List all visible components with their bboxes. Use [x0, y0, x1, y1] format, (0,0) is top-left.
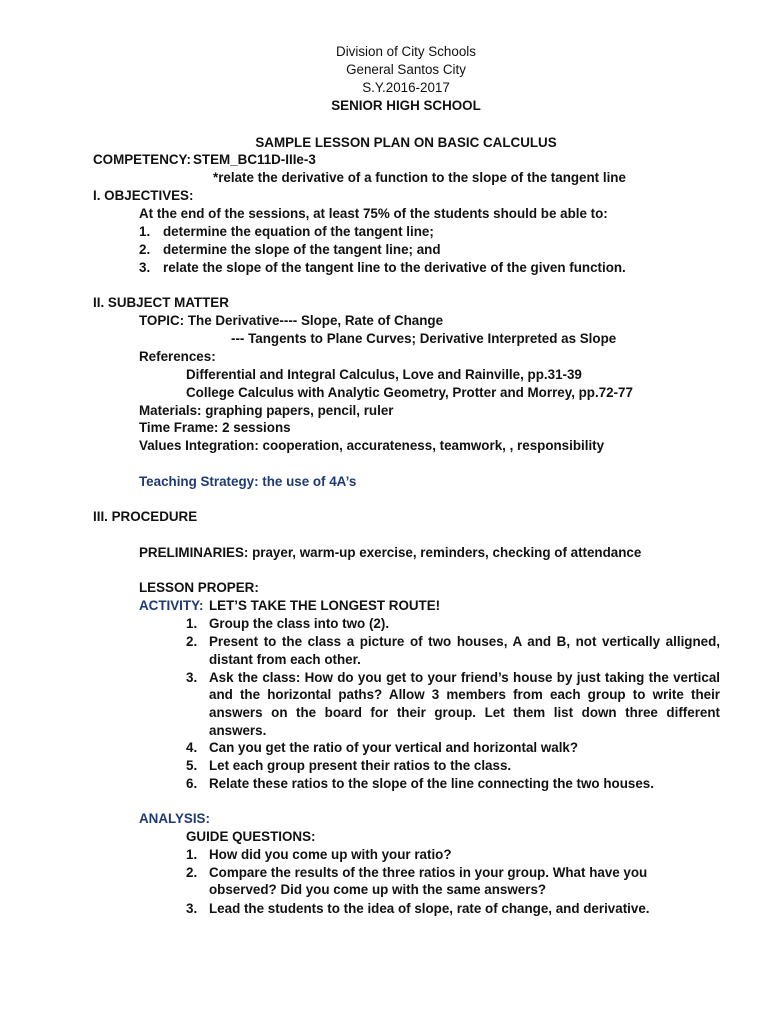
analysis-label: ANALYSIS:: [139, 811, 210, 826]
activity-title: LET’S TAKE THE LONGEST ROUTE!: [209, 598, 441, 613]
header-school-year: S.Y.2016-2017: [362, 80, 450, 95]
header-division: Division of City Schools: [336, 44, 476, 59]
activity-item-line: Can you get the ratio of your vertical and horizontal walk?: [209, 740, 579, 755]
materials-line: Materials: graphing papers, pencil, ruler: [139, 403, 394, 418]
subject-matter-heading: II. SUBJECT MATTER: [93, 295, 229, 310]
competency-text: *relate the derivative of a function to the slope of the tangent line: [213, 170, 626, 185]
teaching-strategy: Teaching Strategy: the use of 4A’s: [139, 474, 357, 489]
guide-question-line: How did you come up with your ratio?: [209, 847, 452, 862]
guide-number: 2.: [186, 865, 198, 880]
activity-number: 6.: [186, 776, 198, 791]
guide-number: 3.: [186, 901, 198, 916]
header-city: General Santos City: [346, 62, 466, 77]
activity-item-line: Let each group present their ratios to the class.: [209, 758, 512, 773]
objective-number: 1.: [139, 224, 151, 239]
activity-item-line: answers on the board for their group. Let them list down three different: [209, 705, 720, 720]
time-frame-line: Time Frame: 2 sessions: [139, 420, 291, 435]
document-title: SAMPLE LESSON PLAN ON BASIC CALCULUS: [255, 135, 557, 150]
objective-item: relate the slope of the tangent line to the derivative of the given function.: [163, 260, 626, 275]
procedure-heading: III. PROCEDURE: [93, 509, 198, 524]
objective-number: 2.: [139, 242, 151, 257]
lesson-proper-label: LESSON PROPER:: [139, 580, 259, 595]
objective-item: determine the equation of the tangent line;: [163, 224, 434, 239]
guide-number: 1.: [186, 847, 198, 862]
reference-item: Differential and Integral Calculus, Love and Rainville, pp.31-39: [186, 367, 582, 382]
objectives-heading: I. OBJECTIVES:: [93, 188, 194, 203]
activity-number: 1.: [186, 616, 198, 631]
activity-item-line: Group the class into two (2).: [209, 616, 390, 631]
activity-number: 2.: [186, 634, 198, 649]
activity-item-line: distant from each other.: [209, 652, 361, 667]
competency-label: COMPETENCY:: [93, 152, 191, 167]
guide-question-line: Compare the results of the three ratios in your group. What have you: [209, 865, 648, 880]
values-integration-line: Values Integration: cooperation, accurateness, teamwork, , responsibility: [139, 438, 605, 453]
references-label: References:: [139, 349, 216, 364]
activity-label: ACTIVITY:: [139, 598, 204, 613]
guide-questions-label: GUIDE QUESTIONS:: [186, 829, 316, 844]
reference-item: College Calculus with Analytic Geometry, Protter and Morrey, pp.72-77: [186, 385, 633, 400]
activity-item-line: Ask the class: How do you get to your friend’s house by just taking the vertical: [209, 670, 720, 685]
activity-number: 4.: [186, 740, 198, 755]
activity-item-line: answers.: [209, 723, 267, 738]
objective-number: 3.: [139, 260, 151, 275]
activity-item-line: Relate these ratios to the slope of the line connecting the two houses.: [209, 776, 654, 791]
activity-number: 3.: [186, 670, 198, 685]
topic-line: TOPIC: The Derivative---- Slope, Rate of Change: [139, 313, 444, 328]
activity-number: 5.: [186, 758, 198, 773]
activity-item-line: and the horizontal paths? Allow 3 members from each group to write their: [209, 687, 720, 702]
objectives-intro: At the end of the sessions, at least 75% of the students should be able to:: [139, 206, 608, 221]
objective-item: determine the slope of the tangent line; and: [163, 242, 441, 257]
activity-item-line: Present to the class a picture of two houses, A and B, not vertically alligned,: [209, 634, 720, 649]
guide-question-line: Lead the students to the idea of slope, rate of change, and derivative.: [209, 901, 650, 916]
topic-subline: --- Tangents to Plane Curves; Derivative Interpreted as Slope: [231, 331, 617, 346]
competency-code: STEM_BC11D-IIIe-3: [193, 152, 316, 167]
preliminaries-line: PRELIMINARIES: prayer, warm-up exercise, reminders, checking of attendance: [139, 545, 642, 560]
header-level: SENIOR HIGH SCHOOL: [331, 98, 481, 113]
guide-question-line: observed? Did you come up with the same answers?: [209, 882, 547, 897]
